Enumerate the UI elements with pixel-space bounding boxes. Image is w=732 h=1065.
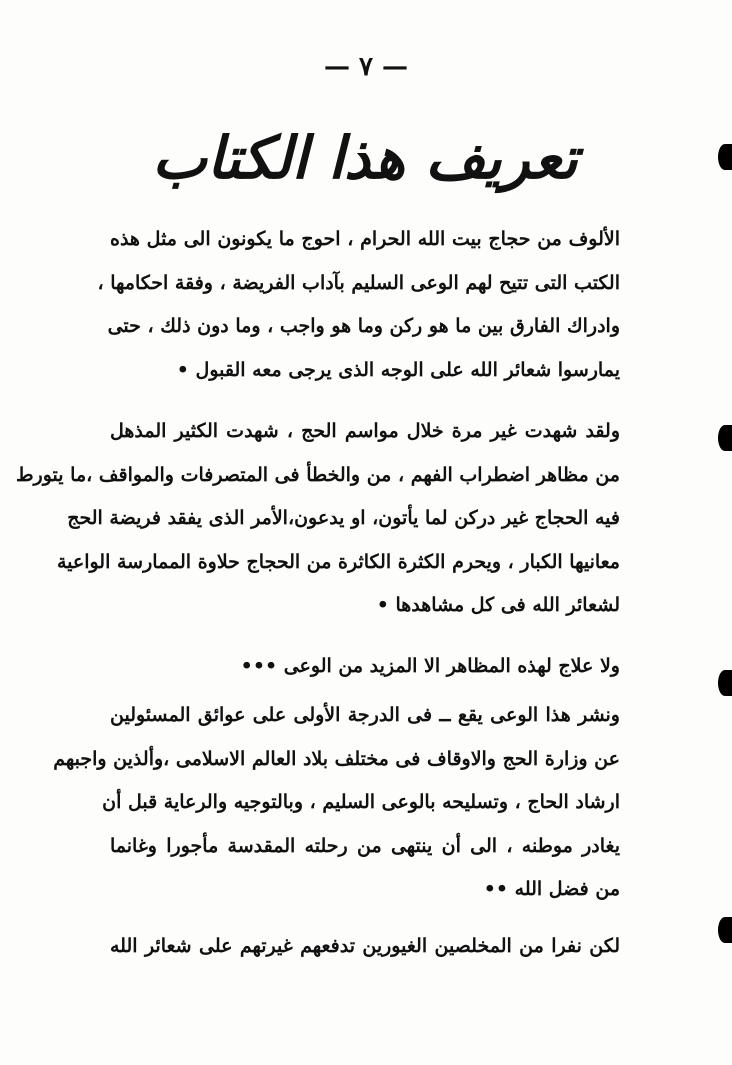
text-line: الألوف من حجاج بيت الله الحرام ، احوج ما يكونون الى مثل هذه — [110, 228, 620, 250]
text-line: عن وزارة الحج والاوقاف فى مختلف بلاد العالم الاسلامى ،وألذين واجبهم — [53, 747, 620, 770]
paragraph-3 — [110, 645, 620, 689]
text-line: من مظاهر اضطراب الفهم ، من والخطأ فى المتصرفات والمواقف ،ما يتورط — [15, 463, 620, 486]
text-line: ارشاد الحاج ، وتسليحه بالوعى السليم ، وبالتوجيه والرعاية قبل أن — [102, 791, 620, 813]
binding-hole-mark — [718, 425, 732, 451]
binding-hole-mark — [718, 670, 732, 696]
text-line: ولقد شهدت غير مرة خلال مواسم الحج ، شهدت الكثير المذهل — [110, 420, 620, 442]
text-line: الكتب التى تتيح لهم الوعى السليم بآداب الفريضة ، وفقة احكامها ، — [97, 271, 620, 294]
text-line: ونشر هذا الوعى يقع ــ فى الدرجة الأولى على عوائق المسئولين — [110, 704, 620, 726]
text-line: يغادر موطنه ، الى أن ينتهى من رحلته المقدسة مأجورا وغانما — [110, 834, 620, 857]
paragraph-1 — [97, 218, 620, 392]
text-line: لشعائر الله فى كل مشاهدها • — [376, 594, 620, 616]
text-line: لكن نفرا من المخلصين الغيورين تدفعهم غيرتهم على شعائر الله — [110, 935, 620, 957]
page-title: تعريف هذا الكتاب — [152, 124, 578, 192]
text-line: من فضل الله •• — [483, 878, 620, 900]
paragraph-5 — [110, 925, 620, 969]
text-line: وادراك الفارق بين ما هو ركن وما هو واجب ، وما دون ذلك ، حتى — [107, 315, 620, 337]
text-line: فيه الحجاج غير دركن لما يأتون، او يدعون،الأمر الذى يفقد فريضة الحج — [67, 507, 620, 529]
paragraph-2 — [15, 410, 620, 628]
text-line: معانيها الكبار ، ويحرم الكثرة الكاثرة من الحجاج حلاوة الممارسة الواعية — [56, 550, 620, 573]
paragraph-4 — [53, 694, 620, 912]
page-number: — ٧ — — [323, 52, 409, 82]
binding-hole-mark — [718, 144, 732, 170]
binding-hole-mark — [718, 917, 732, 943]
text-line: ولا علاج لهذه المظاهر الا المزيد من الوعى ••• — [240, 655, 620, 677]
text-line: يمارسوا شعائر الله على الوجه الذى يرجى معه القبول • — [176, 358, 620, 381]
